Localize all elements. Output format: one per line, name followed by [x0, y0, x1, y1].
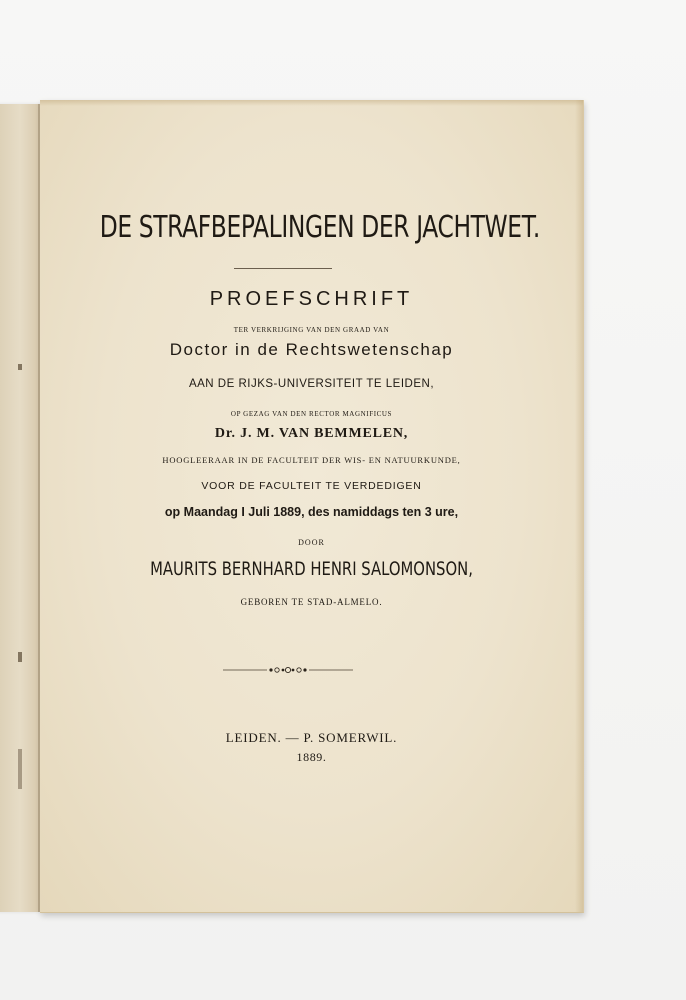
rector-name: Dr. J. M. VAN BEMMELEN, — [214, 426, 409, 441]
page-tear-mark — [18, 652, 22, 662]
page-edge-top — [40, 100, 583, 106]
defense-date: op Maandag I Juli 1889, des namiddags ten 3 ure, — [164, 505, 459, 519]
publisher-line: LEIDEN. — P. SOMERWIL. — [225, 730, 398, 745]
ornament-divider — [223, 664, 353, 676]
rector-role: HOOGLEERAAR IN DE FACULTEIT DER WIS- EN NATUURKUNDE, — [162, 455, 461, 465]
publication-year: 1889. — [296, 750, 327, 764]
page-tear-mark — [18, 364, 22, 370]
by-line: DOOR — [298, 538, 325, 547]
thesis-title: DE STRAFBEPALINGEN DER JACHTWET. — [99, 210, 540, 245]
title-rule — [234, 268, 332, 269]
authority-line: OP GEZAG VAN DEN RECTOR MAGNIFICUS — [230, 410, 393, 418]
university-line: AAN DE RIJKS-UNIVERSITEIT TE LEIDEN, — [188, 378, 435, 390]
purpose-line: TER VERKRIJGING VAN DEN GRAAD VAN — [233, 326, 390, 334]
author-name: MAURITS BERNHARD HENRI SALOMONSON, — [150, 558, 473, 580]
birthplace-line: GEBOREN TE STAD-ALMELO. — [240, 597, 383, 607]
title-page — [40, 100, 584, 913]
previous-page-edge — [0, 104, 41, 912]
defense-intro: VOOR DE FACULTEIT TE VERDEDIGEN — [201, 480, 422, 492]
page-tear-mark — [18, 749, 22, 789]
proefschrift-heading: PROEFSCHRIFT — [209, 288, 414, 310]
degree-line: Doctor in de Rechtswetenschap — [169, 340, 454, 359]
